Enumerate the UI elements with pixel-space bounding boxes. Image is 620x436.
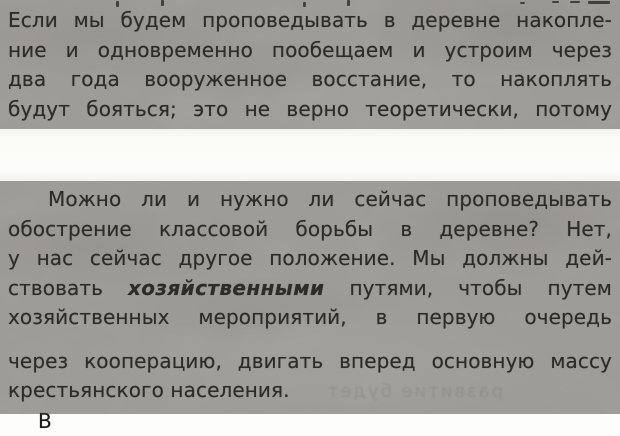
text-segment: через кооперацию, двигать вперед основную массу [8, 349, 612, 373]
text-segment: В [38, 409, 52, 433]
text-line [8, 244, 612, 274]
text-segment: два года вооруженное восстание, то накоплять [8, 67, 612, 91]
emphasized-word: хозяйственными [128, 276, 324, 300]
page-gap [0, 129, 620, 181]
text-block-2 [0, 181, 620, 414]
letter-fragment [116, 1, 119, 7]
text-segment: Можно ли и нужно ли сейчас проповедывать [48, 187, 612, 211]
text-line [8, 303, 612, 333]
text-line [8, 376, 612, 407]
text-line [8, 274, 612, 304]
text-segment: у нас сейчас другое положение. Мы должны дей- [8, 246, 612, 270]
text-segment: обострение классовой борьбы в деревне? Нет, [8, 217, 612, 241]
paragraph-block-2 [8, 185, 612, 436]
text-segment: ствовать [8, 276, 103, 300]
text-segment: ние и одновременно пообещаем и устроим через [8, 38, 612, 62]
letter-fragment [588, 1, 610, 4]
text-line [8, 215, 612, 245]
text-line [8, 347, 612, 377]
letter-fragment [161, 0, 164, 6]
text-segment: крестьянского населения. [8, 378, 290, 402]
paragraph-block-1 [8, 6, 612, 124]
letter-fragment [303, 2, 306, 7]
text-segment: Если мы будем проповедывать в деревне накопле- [8, 8, 612, 32]
text-block-1 [0, 0, 620, 129]
letter-fragment [570, 1, 580, 3]
bleed-through-ghost-text: развитие будет [326, 377, 503, 407]
text-line [8, 65, 612, 95]
text-segment: хозяйственных мероприятий, в первую очередь [8, 305, 612, 329]
text-line [8, 95, 612, 125]
text-line [8, 36, 612, 66]
text-line [8, 6, 612, 36]
text-segment: будут бояться; это не верно теоретически, потому [8, 97, 612, 121]
cropped-text-line [8, 407, 612, 436]
letter-fragment [347, 0, 350, 6]
text-segment: путями, чтобы путем [349, 276, 612, 300]
letter-fragment [520, 2, 525, 4]
letter-fragment [552, 1, 559, 3]
text-line [8, 185, 612, 215]
